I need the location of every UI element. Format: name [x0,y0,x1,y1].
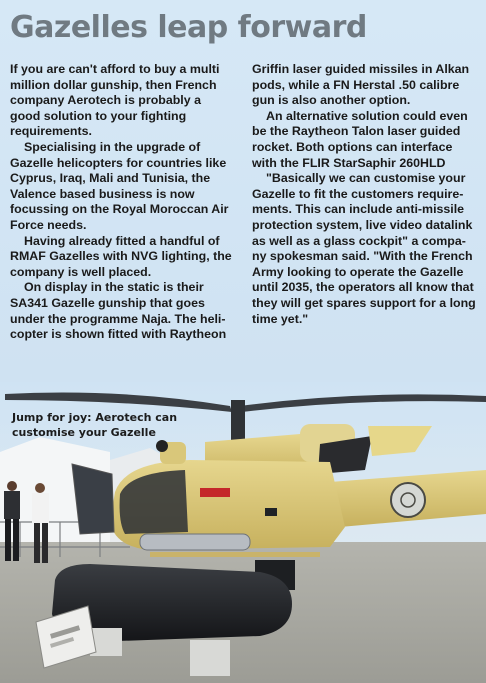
rotor-mast [231,400,245,445]
roundel [391,483,425,517]
paragraph: On display in the static is their SA341 Gazelle gunship that goes under the programme Naja. The heli-copter is shown fitted with Raytheon [10,280,227,342]
skid [150,552,320,557]
paragraph: "Basically we can customise your Gazelle to fit the customers require-ments. This can include anti-missile protection system, live video datalink as well as a glass cockpit" a compa-ny spokesman said. "With the French Army looking to operate the Gazelle until 2035, the operators all know that they will get spares support for a long time yet." [252,171,476,326]
paragraph: Specialising in the upgrade of Gazelle helicopters for countries like Cyprus, Iraq, Mali and Tunisia, the Valence based business is now focussing on the Royal Moroccan Air Force needs. [10,139,229,232]
paragraph: An alternative solution could even be the Raytheon Talon laser guided rocket. Both options can interface with the FLIR StarSaphir 260HLD [252,108,468,170]
vent [265,508,277,516]
weapon-rail [140,534,250,550]
pod-stand [190,640,230,676]
article-column-right [252,62,478,327]
photo-caption: Jump for joy: Aerotech can customise your Gazelle [12,411,178,439]
paragraph: If you are can't afford to buy a multi million dollar gunship, then French company Aerotech is probably a good solution to your fighting requirements. [10,62,220,139]
warning-light [200,488,230,497]
headline: Gazelles leap forward [10,10,367,45]
paragraph: Griffin laser guided missiles in Alkan pods, while a FN Herstal .50 calibre gun is also another option. [252,62,470,108]
article-column-left [10,62,232,343]
paragraph: Having already fitted a handful of RMAF Gazelles with NVG lighting, the company is well placed. [10,233,232,279]
open-door [72,464,114,534]
